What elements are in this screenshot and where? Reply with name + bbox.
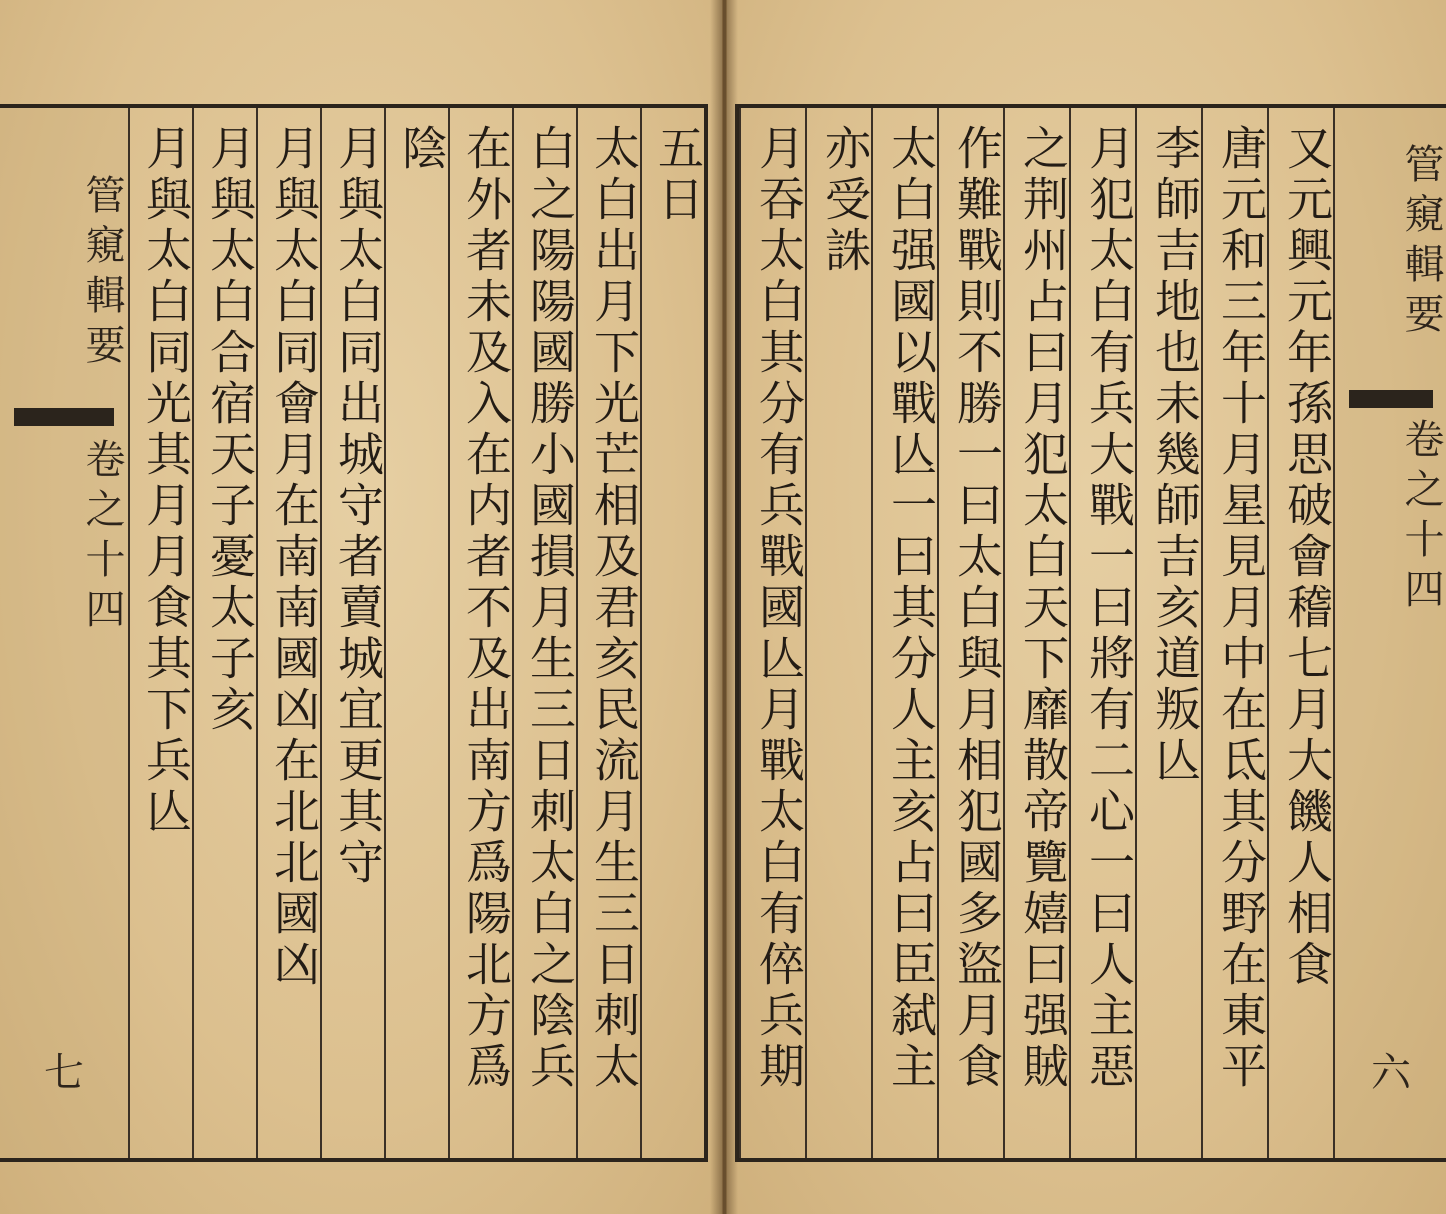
banxin-fish-tail-mark [1349,390,1433,408]
banxin-volume: 卷之十四 [1398,418,1444,618]
column-text: 白之陽陽國勝小國損月生三日刺太白之陰兵 [523,124,577,1093]
folio-number: 六 [1371,1050,1411,1096]
text-column [320,108,384,1158]
column-text: 月吞太白其分有兵戰國亾月戰太白有倅兵期 [752,124,806,1093]
right-page [726,0,1446,1214]
text-column [128,108,192,1158]
column-text: 太白出月下光芒相及君亥民流月生三日刺太 [587,124,641,1093]
column-text: 月犯太白有兵大戰一曰將有二心一曰人主惡 [1082,124,1136,1093]
column-text: 五日 [651,124,705,226]
text-column [448,108,512,1158]
folio-number: 七 [44,1050,84,1096]
column-text: 月與太白同出城守者賣城宜更其守 [331,124,385,889]
column-text: 亦受誅 [818,124,872,277]
text-column [871,108,937,1158]
book-gutter [710,0,738,1214]
text-column [512,108,576,1158]
text-column [1135,108,1201,1158]
banxin-title: 管窺輯要 [1398,143,1444,343]
text-column [805,108,871,1158]
column-text: 月與太白合宿天子憂太子亥 [203,124,257,736]
text-column [1201,108,1267,1158]
text-column [1267,108,1333,1158]
text-column [1003,108,1069,1158]
text-column [384,108,448,1158]
banxin-fish-tail-mark [14,408,114,426]
right-page-frame [735,104,1446,1162]
text-column [640,108,704,1158]
column-text: 唐元和三年十月星見月中在氐其分野在東平 [1214,124,1268,1093]
column-text: 作難戰則不勝一曰太白與月相犯國多盜月食 [950,124,1004,1093]
banxin-volume: 卷之十四 [79,438,125,638]
column-text: 之荆州占曰月犯太白天下靡散帝覽嬉曰强賊 [1016,124,1070,1093]
text-column [739,108,805,1158]
banxin-strip [0,108,128,1158]
text-column [937,108,1003,1158]
column-text: 李師吉地也未幾師吉亥道叛亾 [1148,124,1202,787]
column-text: 月與太白同會月在南南國凶在北北國凶 [267,124,321,991]
text-column [576,108,640,1158]
column-text: 月與太白同光其月月食其下兵亾 [139,124,193,838]
banxin-title: 管窺輯要 [79,174,125,374]
text-column [1069,108,1135,1158]
column-text: 太白强國以戰亾一曰其分人主亥占曰臣弑主 [884,124,938,1093]
banxin-strip [1333,108,1446,1158]
column-text: 又元興元年孫思破會稽七月大饑人相食 [1280,124,1334,991]
text-column [256,108,320,1158]
column-text: 在外者未及入在内者不及出南方爲陽北方爲 [459,124,513,1093]
text-column [192,108,256,1158]
column-text: 陰 [395,124,449,175]
left-page-frame [0,104,708,1162]
